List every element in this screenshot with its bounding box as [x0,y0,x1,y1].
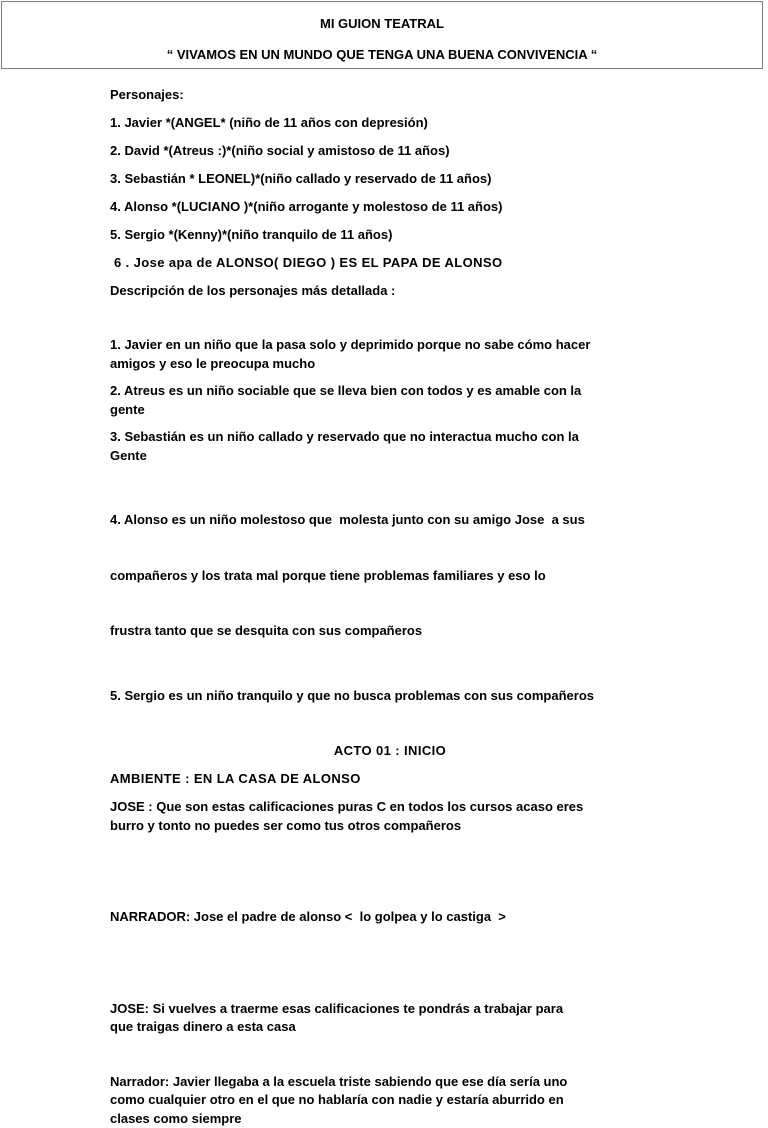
description-item: 2. Atreus es un niño sociable que se lleva bien con todos y es amable con la gente [110,382,670,419]
character-item: 2. David *(Atreus :)*(niño social y amistoso de 11 años) [110,142,670,160]
character-item: 5. Sergio *(Kenny)*(niño tranquilo de 11 años) [110,226,670,244]
header-box [1,1,763,69]
description-item: 3. Sebastián es un niño callado y reservado que no interactua mucho con la Gente [110,428,670,465]
dialogue-block: Narrador: Javier llegaba a la escuela triste sabiendo que ese día sería uno como cualquier otro en el que no hablaría con nadie y estaría aburrido en clases como siempre [110,1073,670,1128]
description-item: 1. Javier en un niño que la pasa solo y deprimido porque no sabe cómo hacer amigos y eso le preocupa mucho [110,336,670,373]
document-title: MI GUION TEATRAL [2,16,762,31]
dialogue-block: NARRADOR: Jose el padre de alonso < lo golpea y lo castiga > [110,871,670,964]
character-item: 6 . Jose apa de ALONSO( DIEGO ) ES EL PAPA DE ALONSO [110,254,670,272]
character-item: 1. Javier *(ANGEL* (niño de 11 años con depresión) [110,114,670,132]
dialogue-block: JOSE: Si vuelves a traerme esas calificaciones te pondrás a trabajar para que traigas dinero a esta casa [110,1000,670,1037]
character-item: 4. Alonso *(LUCIANO )*(niño arrogante y molestoso de 11 años) [110,198,670,216]
document-subtitle: “ VIVAMOS EN UN MUNDO QUE TENGA UNA BUENA CONVIVENCIA “ [2,47,762,62]
act-title: ACTO 01 : INICIO [110,742,670,760]
dialogue-block: JOSE : Que son estas calificaciones puras C en todos los cursos acaso eres burro y tonto no puedes ser como tus otros compañeros [110,798,670,835]
description-item: 5. Sergio es un niño tranquilo y que no busca problemas con sus compañeros [110,687,670,706]
description-item: 4. Alonso es un niño molestoso que molesta junto con su amigo Jose a sus compañeros y los trata mal porque tiene problemas familiares y eso lo frustra tanto que se desquita con sus compañeros [110,474,670,678]
act-setting: AMBIENTE : EN LA CASA DE ALONSO [110,770,670,788]
characters-heading: Personajes: [110,86,670,104]
script-body [110,86,670,1128]
descriptions-heading: Descripción de los personajes más detallada : [110,282,670,300]
character-item: 3. Sebastián * LEONEL)*(niño callado y reservado de 11 años) [110,170,670,188]
